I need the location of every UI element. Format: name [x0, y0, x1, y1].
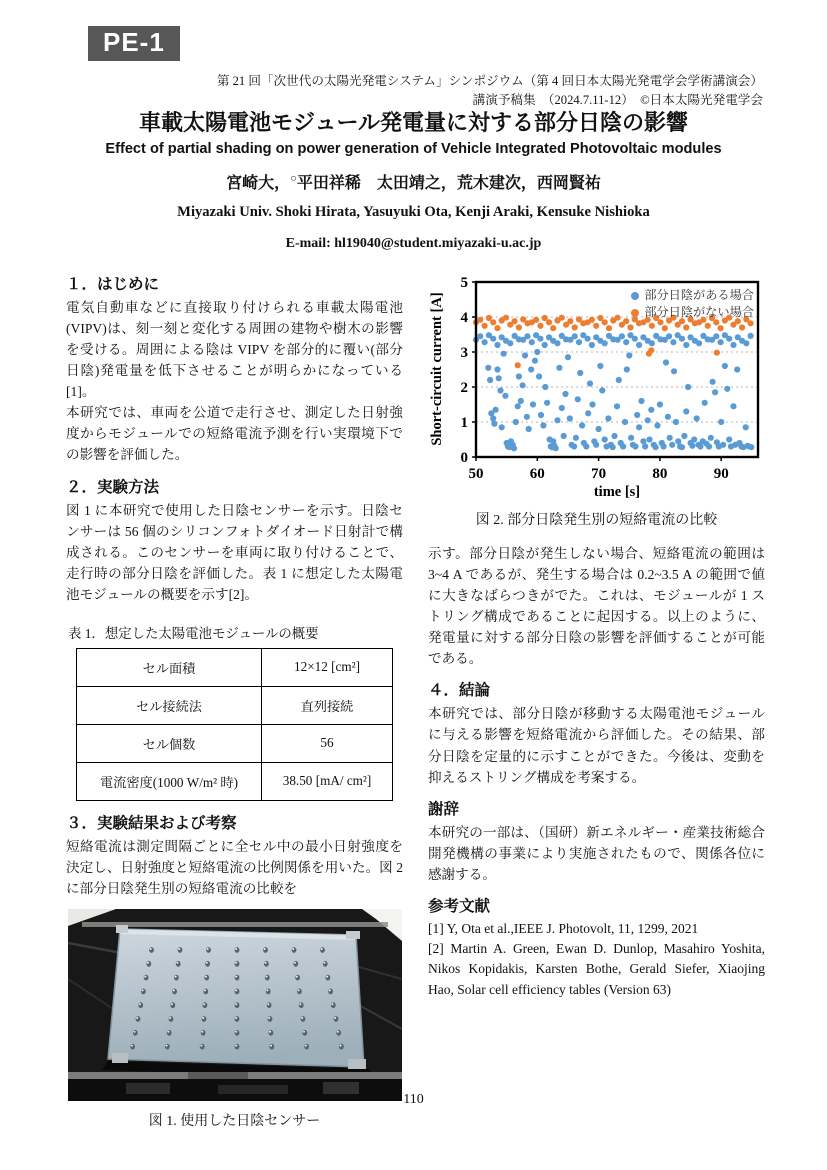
table-row [77, 724, 393, 762]
references-heading: 参考文献 [428, 897, 491, 915]
session-badge: PE-1 [88, 26, 180, 61]
presenter-marker: ○ [290, 172, 297, 185]
proceedings-header-line2: 講演予稿集 （2024.7.11-12） ©日本太陽光発電学会 [472, 92, 763, 107]
authors-ja-affiliation: 宮崎大， [226, 175, 291, 192]
svg-text:3: 3 [460, 345, 468, 361]
shade-sensor-photo [68, 909, 402, 1101]
section-1-heading: １．はじめに [66, 276, 160, 293]
two-column-body [66, 272, 765, 1130]
table-row [77, 648, 393, 686]
proceedings-header-line1: 第 21 回「次世代の太陽光発電システム」シンポジウム（第 4 回日本太陽光発電学会学術講演会） [216, 74, 763, 88]
table-cell-value: 直列接続 [262, 686, 393, 724]
svg-text:90: 90 [713, 466, 729, 482]
page-number: 110 [403, 1092, 424, 1107]
svg-text:2: 2 [460, 380, 468, 396]
y-axis-title: Short-circuit current [A] [429, 292, 445, 446]
table-cell-label: セル個数 [77, 724, 262, 762]
paper-title-ja: 車載太陽電池モジュール発電量に対する部分日陰の影響 [138, 110, 689, 135]
section-3-paragraph: 短絡電流は測定間隔ごとに全セル中の最小日射強度を決定し、日射強度と短絡電流の比例関係を用いた。図 2 に部分日陰発生別の短絡電流の比較を [66, 838, 403, 896]
section-1-paragraph-2: 本研究では、車両を公道で走行させ、測定した日射強度からモジュールでの短絡電流予測を行い実環境下での影響を評価した。 [66, 405, 403, 463]
svg-text:50: 50 [468, 466, 484, 482]
svg-text:70: 70 [591, 466, 607, 482]
contact-email: E-mail: hl19040@student.miyazaki-u.ac.jp [285, 236, 542, 251]
table-cell-value: 12×12 [cm²] [262, 648, 393, 686]
table-cell-value: 38.50 [mA/ cm²] [262, 762, 393, 800]
right-column [428, 272, 765, 1130]
svg-text:80: 80 [652, 466, 668, 482]
table-cell-label: 電流密度(1000 W/m² 時) [77, 762, 262, 800]
svg-text:4: 4 [460, 310, 468, 326]
legend-entry-shaded [631, 287, 754, 304]
section-3-continued-paragraph: 示す。部分日陰が発生しない場合、短絡電流の範囲は 3~4 A であるが、発生する場合は 0.2~3.5 A の範囲で値に大きなばらつきがでた。これは、モジュールが 1 ストリング構成であることに起因する。以上のように、発電量に対する部分日陰の影響を評価することが可能である。 [428, 546, 765, 667]
authors-ja [0, 170, 827, 193]
section-2-paragraph: 図 1 に本研究で使用した日陰センサーを示す。日陰センサーは 56 個のシリコンフォトダイオード日射計で構成される。このセンサーを車両に取り付けることで、走行時の部分日陰を評価した。表 1 に想定した太陽電池モジュールの概要を示す[2]。 [66, 502, 403, 602]
paper-title-en: Effect of partial shading on power generation of Vehicle Integrated Photovoltaic modules [105, 141, 722, 157]
svg-text:1: 1 [460, 415, 468, 431]
legend-label-unshaded: 部分日陰がない場合 [644, 305, 754, 320]
x-axis-title: time [s] [593, 484, 641, 500]
references-block [428, 894, 765, 1000]
figure2-block [428, 272, 766, 505]
table-cell-value: 56 [262, 724, 393, 762]
section-2-heading: ２．実験方法 [66, 478, 160, 496]
section-3-heading: ３．実験結果および考察 [66, 814, 237, 832]
reference-item-2: [2] Martin A. Green, Ewan D. Dunlop, Masahiro Yoshita, Nikos Kopidakis, Karsten Bothe, Gerald Siefer, Xiaojing Hao, Solar cell efficiency tables (Version 63) [428, 941, 765, 997]
legend-dot-orange-icon [631, 309, 639, 317]
legend-entry-unshaded [631, 304, 754, 321]
acknowledgement-paragraph: 本研究の一部は、（国研）新エネルギー・産業技術総合開発機構の事業により実施されたもので、関係各位に感謝する。 [428, 824, 765, 882]
module-spec-table [76, 648, 393, 801]
table-row [77, 762, 393, 800]
acknowledgement-heading: 謝辞 [428, 800, 460, 818]
section-4-heading: ４．結論 [428, 682, 491, 700]
figure1-caption: 図 1. 使用した日陰センサー [148, 1114, 321, 1129]
figure2-caption: 図 2. 部分日陰発生別の短絡電流の比較 [475, 513, 718, 528]
legend-dot-blue-icon [631, 292, 639, 300]
authors-ja-names: 平田祥稀 太田靖之，荒木建次，西岡賢祐 [296, 175, 601, 192]
svg-text:60: 60 [529, 466, 545, 482]
table-cell-label: セル面積 [77, 648, 262, 686]
section-4-paragraph: 本研究では、部分日陰が移動する太陽電池モジュールに与える影響を短絡電流から評価した。その結果、部分日陰を定量的に示すことができた。今後は、変動を抑えるストリング構成を考案する。 [428, 706, 765, 785]
legend-label-shaded: 部分日陰がある場合 [644, 288, 754, 302]
proceedings-header [217, 72, 763, 110]
section-1-paragraph-1: 電気自動車などに直接取り付けられる車載太陽電池(VIPV)は、刻一刻と変化する周囲の建物や樹木の影響を受ける。周囲による陰は VIPV を部分的に覆い(部分日陰)発電量を低下させることが明らかになっている[1]。 [66, 300, 403, 400]
left-column [66, 272, 403, 1130]
chart-legend [631, 287, 754, 321]
svg-text:0: 0 [460, 450, 468, 466]
table1-caption: 表 1．想定した太陽電池モジュールの概要 [68, 625, 319, 641]
table-row [77, 686, 393, 724]
table-cell-label: セル接続法 [77, 686, 262, 724]
reference-item-1: [1] Y, Ota et al.,IEEE J. Photovolt, 11, 1299, 2021 [428, 920, 699, 936]
authors-en: Miyazaki Univ. Shoki Hirata, Yasuyuki Ota, Kenji Araki, Kensuke Nishioka [177, 204, 650, 220]
svg-text:5: 5 [460, 275, 468, 291]
